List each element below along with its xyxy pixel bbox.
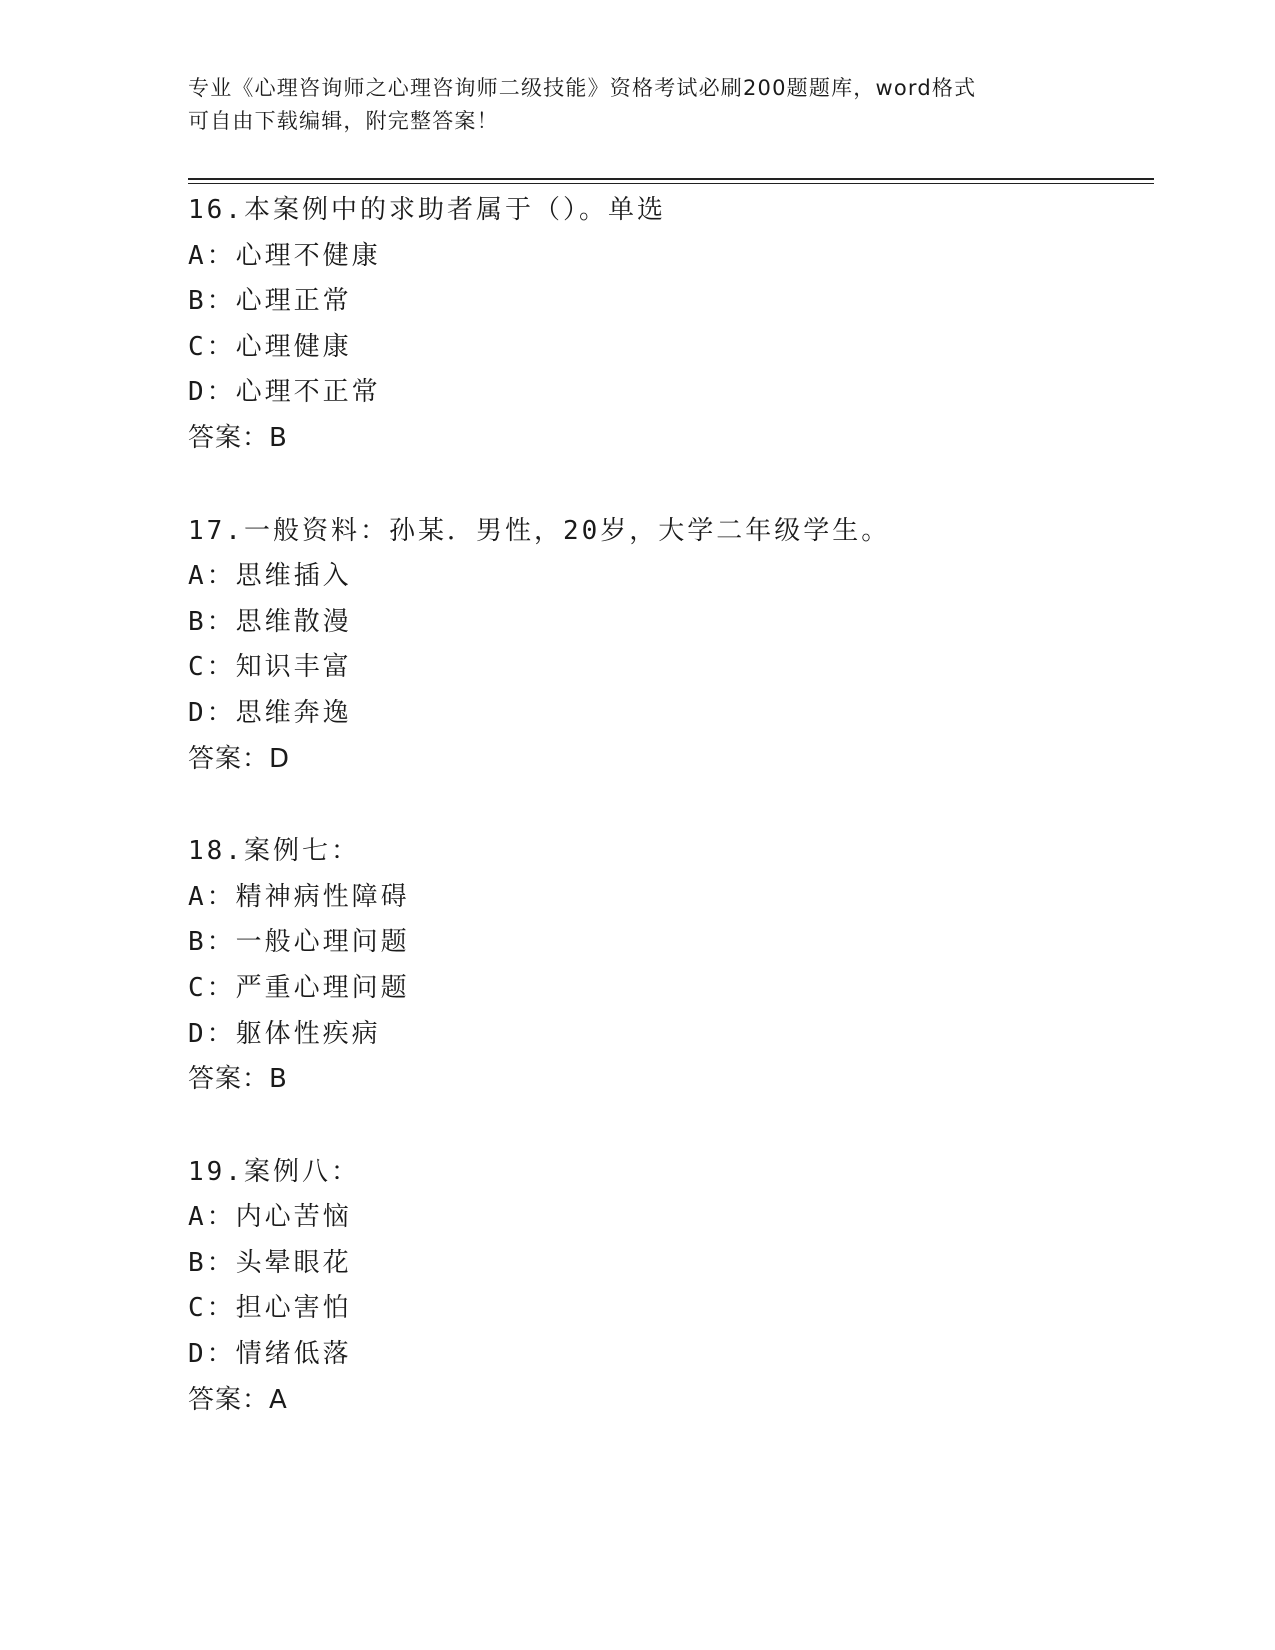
- answer-line: 答案：B: [188, 422, 288, 453]
- option-c: C：心理健康: [188, 331, 352, 362]
- answer-line: 答案：A: [188, 1384, 288, 1415]
- option-a: A：精神病性障碍: [188, 881, 410, 912]
- option-b: B：一般心理问题: [188, 927, 410, 958]
- option-c: C：担心害怕: [188, 1293, 352, 1324]
- question-stem: 16.本案例中的求助者属于（）。单选: [188, 195, 666, 225]
- question-19: [188, 1150, 1148, 1424]
- question-stem: 18.案例七：: [188, 836, 360, 867]
- question-16: [188, 188, 1148, 462]
- answer-line: 答案：D: [188, 743, 291, 774]
- option-a: A：心理不健康: [188, 240, 381, 271]
- question-list: [188, 188, 1148, 1423]
- question-stem: 17.一般资料：孙某．男性，20岁，大学二年级学生。: [188, 515, 891, 546]
- option-d: D：情绪低落: [188, 1339, 352, 1370]
- question-17: [188, 509, 1148, 783]
- question-stem: 19.案例八：: [188, 1156, 360, 1187]
- option-c: C：知识丰富: [188, 652, 352, 683]
- option-d: D：躯体性疾病: [188, 1018, 381, 1049]
- document-header: [188, 72, 1088, 138]
- option-b: B：心理正常: [188, 286, 352, 317]
- header-line-2: 可自由下载编辑，附完整答案！: [188, 109, 499, 133]
- header-divider-thick: [188, 178, 1154, 180]
- option-d: D：思维奔逸: [188, 697, 352, 728]
- header-divider-thin: [188, 183, 1154, 184]
- option-d: D：心理不正常: [188, 377, 381, 408]
- option-b: B：头晕眼花: [188, 1247, 352, 1278]
- question-18: [188, 829, 1148, 1103]
- option-a: A：内心苦恼: [188, 1202, 352, 1233]
- option-c: C：严重心理问题: [188, 972, 410, 1003]
- header-line-1: 专业《心理咨询师之心理咨询师二级技能》资格考试必刷200题题库，word格式: [188, 76, 977, 100]
- option-b: B：思维散漫: [188, 606, 352, 637]
- answer-line: 答案：B: [188, 1064, 288, 1095]
- option-a: A：思维插入: [188, 561, 352, 592]
